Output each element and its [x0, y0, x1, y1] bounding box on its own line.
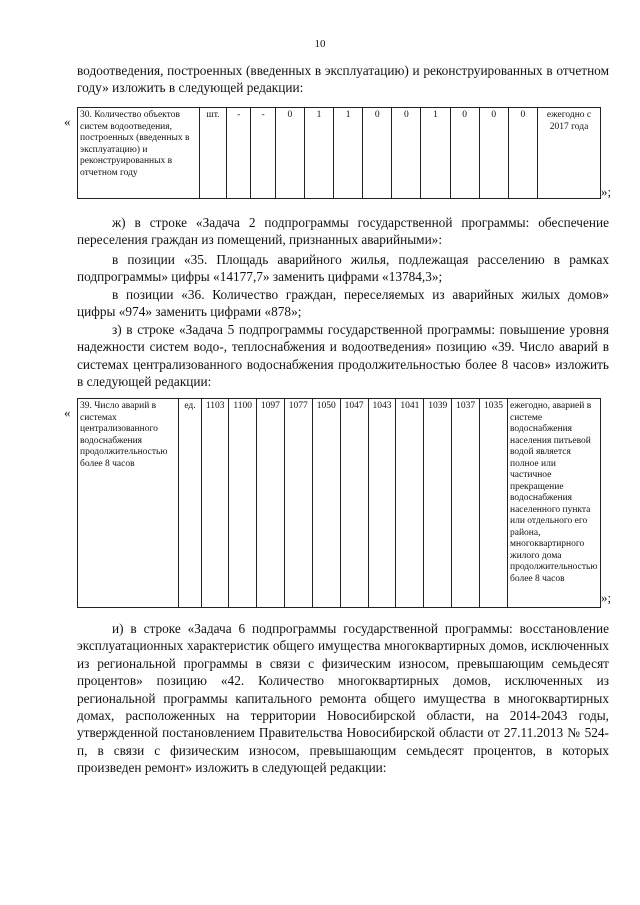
table2-value-cell: 1037: [452, 399, 480, 608]
table2-value-cell: 1041: [396, 399, 424, 608]
table2-open-quote: «: [64, 405, 71, 420]
table2-value-cell: 1097: [256, 399, 284, 608]
table2: [77, 398, 601, 608]
table2-value-cell: 1043: [368, 399, 396, 608]
paragraph-z: з) в строке «Задача 5 подпрограммы государственной программы: повышение уровня надежности систем водо-, теплоснабжения и водоотведения» позицию «39. Число аварий в системах централизованного водоснабжения продолжительностью более 8 часов» изложить в следующей редакции:: [77, 322, 609, 390]
paragraph-intro: водоотведения, построенных (введенных в эксплуатацию) и реконструированных в отчетном году» изложить в следующей редакции:: [77, 63, 609, 96]
table2-value-cell: 1103: [202, 399, 229, 608]
table1-note-cell: ежегодно с 2017 года: [538, 108, 601, 199]
table1-value-cell: 1: [334, 108, 363, 199]
table1-open-quote: «: [64, 114, 71, 129]
table2-value-cell: 1035: [480, 399, 508, 608]
table1-value-cell: 0: [392, 108, 421, 199]
page-number: 10: [314, 38, 326, 50]
table1-close-quote: »;: [601, 184, 612, 199]
table1-value-cell: 1: [304, 108, 333, 199]
table1-value-cell: 0: [508, 108, 537, 199]
table1-value-cell: 0: [275, 108, 304, 199]
paragraph-position-36: в позиции «36. Количество граждан, переселяемых из аварийных жилых домов» цифры «974» заменить цифрами «878»;: [77, 287, 609, 320]
table1-value-cell: 1: [421, 108, 450, 199]
table2-value-cell: 1077: [284, 399, 312, 608]
table2-close-quote: »;: [601, 590, 612, 605]
table2-unit-cell: ед.: [179, 399, 202, 608]
table1-unit-cell: шт.: [200, 108, 227, 199]
table1-row: [78, 108, 601, 199]
table2-value-cell: 1050: [312, 399, 340, 608]
table1-value-cell: -: [251, 108, 275, 199]
table2-note-cell: ежегодно, аварией в системе водоснабжения населения питьевой водой является полное или частичное прекращение водоснабжения населенного пункта или отдельного его района, многоквартирного жилого дома продолжительностью более 8 часов: [508, 399, 601, 608]
paragraph-i: и) в строке «Задача 6 подпрограммы государственной программы: восстановление эксплуатационных характеристик общего имущества многоквартирных домов, исключенных из региональной программы в связи с физическим износом, превышающим семьдесят процентов» позицию «42. Количество многоквартирных домов, исключенных из региональной программы капитального ремонта общего имущества в многоквартирных домах, расположенных на территории Новосибирской области, на 2014-2043 годы, утвержденной постановлением Правительства Новосибирской области от 27.11.2013 № 524-п, в связи с физическим износом, превышающим семьдесят процентов, в которых произведен ремонт» изложить в следующей редакции:: [77, 621, 609, 776]
table2-name-cell: 39. Число аварий в системах централизованного водоснабжения продолжительностью более 8 часов: [78, 399, 179, 608]
table2-value-cell: 1039: [424, 399, 452, 608]
table2-value-cell: 1047: [340, 399, 368, 608]
paragraph-position-35: в позиции «35. Площадь аварийного жилья, подлежащая расселению в рамках подпрограммы» цифры «14177,7» заменить цифрами «13784,3»;: [77, 252, 609, 285]
table2-row: [78, 399, 601, 608]
paragraph-zh: ж) в строке «Задача 2 подпрограммы государственной программы: обеспечение переселения граждан из помещений, признанных аварийными»:: [77, 215, 609, 248]
table1: [77, 107, 601, 199]
table1-name-cell: 30. Количество объектов систем водоотведения, построенных (введенных в эксплуатацию) и реконструированных в отчетном году: [78, 108, 200, 199]
table1-value-cell: 0: [363, 108, 392, 199]
table2-value-cell: 1100: [229, 399, 256, 608]
table1-value-cell: 0: [450, 108, 479, 199]
table1-value-cell: 0: [479, 108, 508, 199]
table1-value-cell: -: [227, 108, 251, 199]
